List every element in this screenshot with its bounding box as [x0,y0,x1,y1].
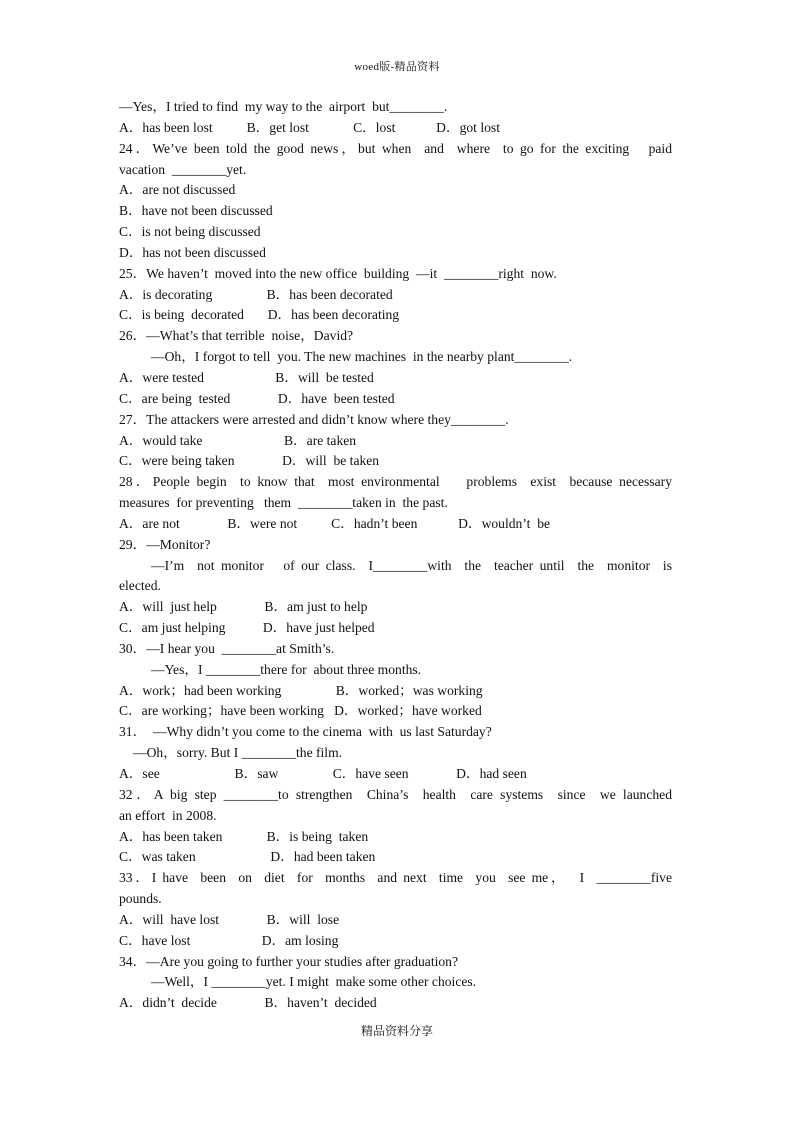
question-28: 28．People begin to know that most environmental problems exist because necessary [119,474,672,490]
question-line: measures for preventing them ________taken in the past. [119,495,448,511]
question-line: vacation ________yet. [119,161,247,177]
answer-options: C．is being decorated D．has been decorating [119,307,400,323]
answer-options: C．have lost D．am losing [119,932,339,948]
question-24: 24．We’ve been told the good news，but when and where to go for the exciting paid [119,140,672,156]
answer-options: A．has been lost B．get lost C．lost D．got lost [119,119,501,135]
answer-options: A．will just help B．am just to help [119,599,368,615]
answer-options: A．will have lost B．will lose [119,911,340,927]
question-30: 30．—I hear you ________at Smith’s. [119,640,335,656]
question-29: 29．—Monitor? [119,536,211,552]
page-footer: 精品资料分享 [360,1024,433,1038]
answer-options: A．work；had been working B．worked；was working [119,682,483,698]
answer-option: C．is not being discussed [119,224,261,240]
answer-options: A．has been taken B．is being taken [119,828,369,844]
question-line: —Yes，I tried to find my way to the airport but________. [119,99,448,114]
answer-options: C．was taken D．had been taken [119,849,376,865]
question-line: —I’m not monitor of our class. I________with the teacher until the monitor is [151,557,672,573]
question-line: pounds. [119,891,162,907]
page-header: woed版-精品资料 [354,61,440,73]
answer-options: C．am just helping D．have just helped [119,620,375,636]
answer-options: A．didn’t decide B．haven’t decided [119,995,377,1011]
question-27: 27．The attackers were arrested and didn’t know where they________. [119,411,509,427]
question-line: an effort in 2008. [119,807,217,823]
question-34: 34．—Are you going to further your studies after graduation? [119,953,459,969]
question-26: 26．—What’s that terrible noise，David? [119,328,354,344]
answer-options: A．were tested B．will be tested [119,369,374,385]
answer-options: C．were being taken D．will be taken [119,453,380,469]
question-31: 31． —Why didn’t you come to the cinema with us last Saturday? [119,724,492,740]
answer-options: A．would take B．are taken [119,432,357,448]
answer-options: C．are working；have been working D．worked；have worked [119,703,482,719]
answer-options: C．are being tested D．have been tested [119,390,395,406]
question-32: 32．A big step ________to strengthen China’s health care systems since we launched [119,786,672,802]
question-line: —Yes，I ________there for about three months. [151,661,422,677]
question-line: elected. [119,578,161,594]
answer-options: A．are not B．were not C．hadn’t been D．wouldn’t be [119,515,551,531]
answer-option: D．has not been discussed [119,244,266,260]
question-line: —Oh，I forgot to tell you. The new machines in the nearby plant________. [151,349,573,365]
answer-option: B．have not been discussed [119,203,273,219]
answer-options: A．is decorating B．has been decorated [119,286,393,302]
question-line: —Well，I ________yet. I might make some other choices. [151,974,477,990]
question-25: 25．We haven’t moved into the new office building —it ________right now. [119,265,557,281]
exam-content [119,97,672,1014]
answer-options: A．see B．saw C．have seen D．had seen [119,766,527,781]
answer-option: A．are not discussed [119,182,236,198]
question-line: —Oh，sorry. But I ________the film. [133,745,343,761]
question-33: 33．I have been on diet for months and next time you see me， I ________five [119,870,672,886]
